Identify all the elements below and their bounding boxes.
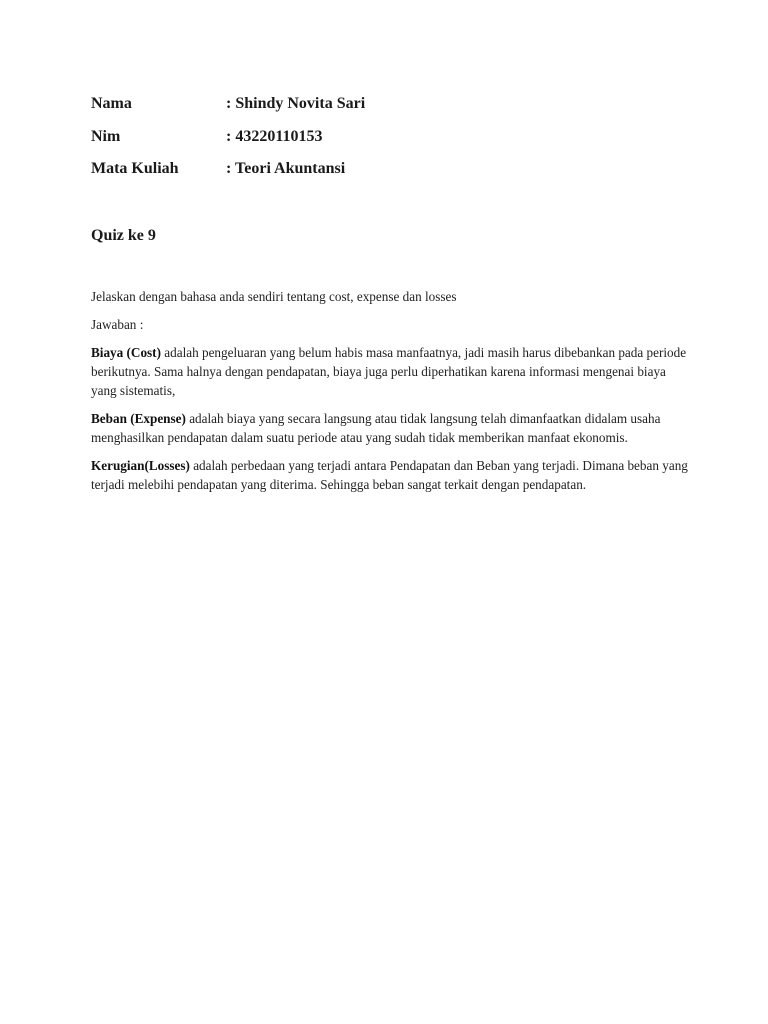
definition-text: adalah pengeluaran yang belum habis masa manfaatnya, jadi masih harus dibebankan pada periode berikutnya. Sama halnya dengan pendapatan, biaya juga perlu diperhatikan karena informasi mengenai biaya yang sistematis, bbox=[91, 345, 687, 398]
answer-label: Jawaban : bbox=[91, 317, 144, 332]
quiz-title: Quiz ke 9 bbox=[91, 227, 156, 244]
definition-paragraph bbox=[91, 409, 691, 447]
info-row-nim bbox=[91, 126, 365, 159]
question-text: Jelaskan dengan bahasa anda sendiri tentang cost, expense dan losses bbox=[91, 289, 457, 304]
student-info bbox=[91, 93, 365, 191]
info-value: : 43220110153 bbox=[226, 127, 323, 145]
definition-text: adalah perbedaan yang terjadi antara Pendapatan dan Beban yang terjadi. Dimana beban yang terjadi melebihi pendapatan yang diterima. Sehingga beban sangat terkait dengan pendapatan. bbox=[91, 458, 688, 492]
info-label: Mata Kuliah bbox=[91, 160, 179, 177]
document-body bbox=[91, 287, 691, 503]
info-label: Nama bbox=[91, 95, 132, 112]
definition-term: Biaya (Cost) bbox=[91, 345, 161, 360]
info-row-mata-kuliah bbox=[91, 158, 365, 191]
definition-term: Beban (Expense) bbox=[91, 411, 186, 426]
definition-paragraph bbox=[91, 343, 691, 400]
info-value: : Shindy Novita Sari bbox=[226, 95, 366, 112]
info-value: : Teori Akuntansi bbox=[226, 160, 346, 177]
definition-term: Kerugian(Losses) bbox=[91, 458, 190, 473]
definition-paragraph bbox=[91, 456, 691, 494]
definition-text: adalah biaya yang secara langsung atau tidak langsung telah dimanfaatkan didalam usaha menghasilkan pendapatan dalam suatu periode atau yang sudah tidak memberikan manfaat ekonomis. bbox=[91, 411, 661, 445]
info-row-nama bbox=[91, 93, 365, 126]
info-label: Nim bbox=[91, 127, 121, 145]
